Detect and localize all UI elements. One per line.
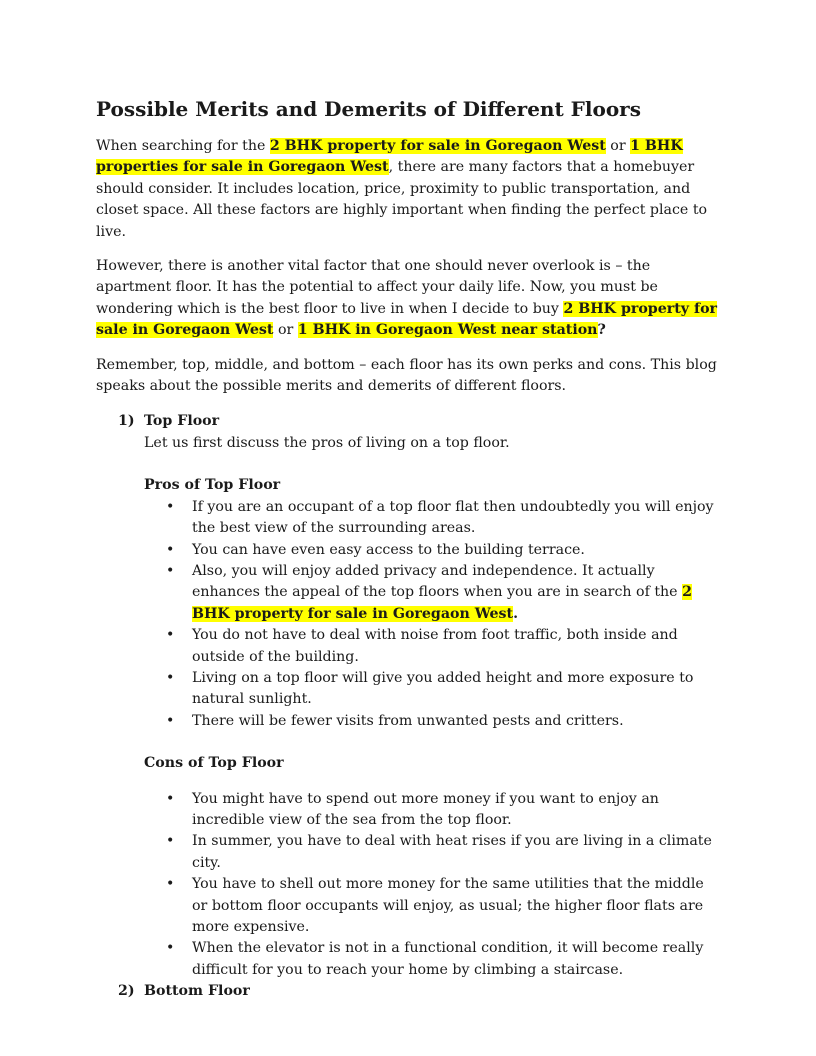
- pros-list: [144, 497, 720, 732]
- list-item: • When the elevator is not in a functional condition, it will become really difficult for you to reach your home by climbing a staircase.: [144, 938, 720, 981]
- text-run: When searching for the: [96, 138, 270, 154]
- section-top-floor: [96, 411, 720, 981]
- spacer: [144, 775, 720, 789]
- section-intro: Let us first discuss the pros of living on a top floor.: [144, 434, 510, 451]
- list-item: • You might have to spend out more money if you want to enjoy an incredible view of the sea from the top floor.: [144, 789, 720, 832]
- document-body: [96, 96, 720, 1003]
- page-title: Possible Merits and Demerits of Different Floors: [96, 97, 641, 121]
- second-paragraph: [96, 256, 720, 342]
- highlight-link-2bhk: 2 BHK property for sale in Goregaon West: [96, 300, 718, 339]
- text-run: or: [273, 322, 298, 339]
- list-item: • Living on a top floor will give you added height and more exposure to natural sunlight.: [144, 668, 720, 711]
- pros-heading: Pros of Top Floor: [144, 477, 281, 494]
- cons-heading: Cons of Top Floor: [144, 755, 284, 772]
- section-title: Bottom Floor: [144, 983, 250, 1000]
- third-paragraph: Remember, top, middle, and bottom – each floor has its own perks and cons. This blog speaks about the possible merits and demerits of different floors.: [96, 356, 717, 395]
- highlight-link-1bhk: 1 BHK properties for sale in Goregaon West: [96, 138, 683, 176]
- section-number: 2): [118, 983, 135, 1000]
- highlight-link-2bhk: 2 BHK property for sale in Goregaon West: [192, 584, 692, 622]
- text-run: .: [513, 605, 519, 622]
- section-title: Top Floor: [144, 413, 220, 430]
- text-run: or: [605, 138, 631, 154]
- highlight-link-1bhk-station: 1 BHK in Goregaon West near station: [297, 322, 598, 339]
- list-item: • You can have even easy access to the building terrace.: [144, 540, 720, 561]
- text-run: ?: [597, 322, 606, 339]
- text-run: Also, you will enjoy added privacy and independence. It actually enhances the appeal of the top floors when you are in search of the: [192, 562, 683, 601]
- section-number: 1): [118, 413, 135, 430]
- list-item: • There will be fewer visits from unwanted pests and critters.: [144, 711, 720, 732]
- list-item: [144, 561, 720, 625]
- list-item: • You have to shell out more money for the same utilities that the middle or bottom floor occupants will enjoy, as usual; the higher floor flats are more expensive.: [144, 874, 720, 938]
- cons-list: [144, 789, 720, 982]
- list-item: • You do not have to deal with noise from foot traffic, both inside and outside of the building.: [144, 625, 720, 668]
- text-run: However, there is another vital factor that one should never overlook is – the apartment floor. It has the potential to affect your daily life. Now, you must be wondering which is the best floor to live in when I decide to buy: [96, 258, 658, 317]
- text-run: , there are many factors that a homebuyer should consider. It includes location, price, proximity to public transportation, and closet space. All these factors are highly important when finding the perfect place to live.: [96, 159, 708, 240]
- highlight-link-2bhk: 2 BHK property for sale in Goregaon West: [269, 138, 606, 154]
- list-item: • In summer, you have to deal with heat rises if you are living in a climate city.: [144, 831, 720, 874]
- section-bottom-floor: [96, 981, 720, 1002]
- intro-paragraph: [96, 136, 720, 243]
- list-item: • If you are an occupant of a top floor flat then undoubtedly you will enjoy the best view of the surrounding areas.: [144, 497, 720, 540]
